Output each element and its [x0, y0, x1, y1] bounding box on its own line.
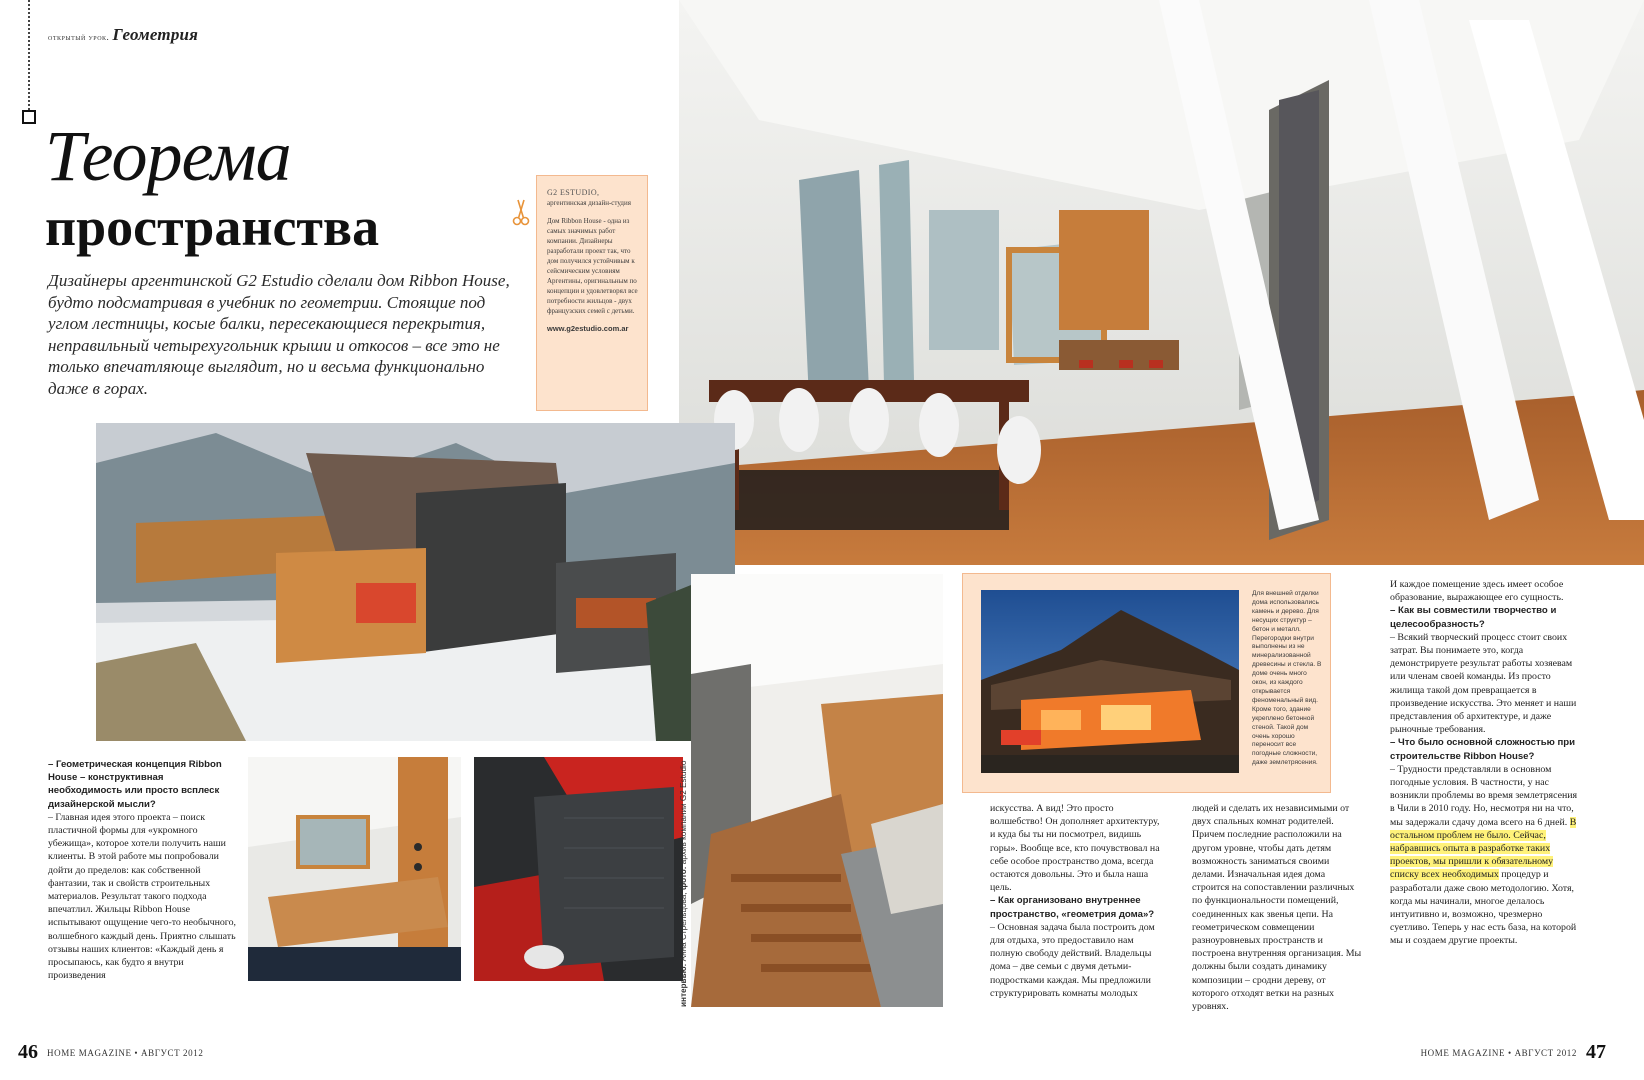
credit-photo-source: архив компании G2 Estudio — [679, 760, 688, 865]
article-column-4 — [1390, 578, 1578, 948]
exterior-snow-photo — [96, 423, 735, 741]
credit-photo-label: фото: — [679, 866, 688, 890]
scissors-icon — [511, 197, 531, 227]
sidebar-text: Дом Ribbon House - одна из самых значимых работ компании. Дизайнеры разработали проект так, что дом получился устойчивым к сейсмическим условиям Аргентины, оригинальным по концепции и удовлетворял все потребности жильцов - двух французских семей с детьми. — [547, 217, 638, 315]
lede-paragraph: Дизайнеры аргентинской G2 Estudio сделали дом Ribbon House, будто подсматривая в учебник по геометрии. Стоящие под углом лестницы, косые балки, пересекающиеся перекрытия, неправильный четырехугольник крыши и откосов – все это не только впечатляюще выглядит, но и весьма функционально даже в горах. — [48, 271, 510, 398]
highlighted-text: В остальном проблем не было. Сейчас, набравшись опыта в разработке таких проектов, мы пришли к обязательному списку всех необходимых — [1390, 816, 1577, 881]
night-photo-caption: Для внешней отделки дома использовались камень и дерево. Для несущих структур – бетон и металл. Перегородки внутри выполнены из не минерализованной древесины и стекла. В доме очень много окон, из каждого открывается феноменальный вид. Кроме того, здание укреплено бетонной стеной. Такой дом очень хорошо переносит все погодные сложности, даже землетрясения. — [1252, 590, 1322, 767]
night-exterior-photo — [981, 590, 1239, 773]
interview-question: – Что было основной сложностью при строительстве Ribbon House? — [1390, 737, 1576, 762]
magazine-name-right: HOME MAGAZINE • АВГУСТ 2012 — [1420, 1047, 1577, 1058]
answer-text: – Трудности представляли в основном погодные условия. В частности, у нас возникли проблемы во время землетрясения в Чили в 2010 году. Но, несмотря ни на что, мы задержали сдачу дома всего на 6 дней. — [1390, 763, 1578, 828]
answer-text: процедур и разработали даже свою методологию. Хотя, когда мы начинали, многое делалось интуитивно и, возможно, чрезмерно суетливо. Теперь у нас есть база, на которой мы и создаем другие проекты. — [1390, 869, 1577, 947]
title-line-2: пространства — [45, 197, 380, 257]
section-name: Геометрия — [112, 25, 199, 44]
staircase-photo — [691, 574, 943, 1007]
credit-interview-label: интервью: — [679, 963, 688, 1007]
studio-sidebar — [536, 175, 648, 411]
interview-answer: – Всякий творческий процесс стоит своих затрат. Вы понимаете это, когда демонстрируете результат работы хозяевам или членам своей команды. Из просто жилища такой дом превращается в произведение искусства. Это меняет и наши представления об архитектуре, и даже рыночные требования. — [1390, 631, 1577, 736]
interview-answer: – Главная идея этого проекта – поиск пластичной формы для «укромного убежища», которое хотели получить наши клиенты. В этой работе мы попробовали дойти до пределов: как собственной фантазии, так и свойств строительных материалов. Результат такого подхода впечатлил. Жильцы Ribbon House испытывают ощущение чего-то необычного, волшебного каждый день. Приятно слышать отзывы наших клиентов: «Каждый день я просыпаюсь, как будто я внутри произведения — [48, 811, 237, 982]
sidebar-link[interactable]: www.g2estudio.com.ar — [547, 324, 629, 333]
section-header — [48, 25, 198, 45]
interior-dining-photo — [679, 0, 1644, 565]
interview-answer: людей и сделать их независимыми от двух спальных комнат родителей. Причем последние расположили на другом уровне, чтобы дать детям возможность заниматься своими делами. Изначальная идея дома строится на сопоставлении различных по функциональности помещений, соединенных как звенья цепи. На геометрическом совмещении разноуровневых пространств и построена внутренняя организация. Мы должны были создать динамику композиции – сродни дереву, от которого отходят ветки на разных уровнях. — [1192, 803, 1362, 1013]
sidebar-studio-name: G2 ESTUDIO, — [547, 188, 600, 197]
decorative-dotted-line — [28, 0, 30, 110]
square-marker-icon — [22, 110, 36, 124]
left-page-footer — [18, 1041, 209, 1064]
interview-question: – Как организовано внутреннее пространство, «геометрия дома»? — [990, 895, 1155, 920]
kitchen-photo — [248, 757, 461, 981]
right-page-footer — [1415, 1041, 1606, 1064]
page-number-right: 47 — [1586, 1041, 1606, 1063]
interview-question: – Как вы совместили творчество и целесообразность? — [1390, 605, 1557, 630]
interview-answer: – Основная задача была построить дом для отдыха, это предоставило нам полную свободу действий. Владельцы дома – две семьи с двумя детьми-подростками каждая. Мы предложили структурировать комнаты молодых — [990, 921, 1155, 999]
magazine-name-left: HOME MAGAZINE • АВГУСТ 2012 — [47, 1047, 204, 1058]
title-line-1: Теорема — [45, 116, 291, 196]
interview-answer: искусства. А вид! Это просто волшебство! Он дополняет архитектуру, и куда бы ты ни посмотрел, видишь горы». Вообще все, кто почувствовал на себе особое пространство дома, всегда остаются довольны. Это и была наша цель. — [990, 803, 1160, 894]
interview-answer — [1390, 763, 1578, 948]
bathroom-photo — [474, 757, 683, 981]
interview-answer: И каждое помещение здесь имеет особое образование, выражающее его сущность. — [1390, 579, 1564, 604]
page-number-left: 46 — [18, 1041, 38, 1063]
article-column-3 — [1192, 802, 1364, 1013]
section-label: открытый урок. — [48, 32, 110, 42]
credit-interviewer: Анна Стрельцова; — [679, 892, 688, 962]
sidebar-subtitle: аргентинская дизайн-студия — [547, 199, 631, 207]
photo-credit — [679, 757, 689, 1007]
interview-question: – Геометрическая концепция Ribbon House – конструктивная необходимость или просто всплеск дизайнерской мысли? — [48, 759, 222, 810]
article-column-2 — [990, 802, 1162, 1000]
article-column-1 — [48, 758, 238, 982]
